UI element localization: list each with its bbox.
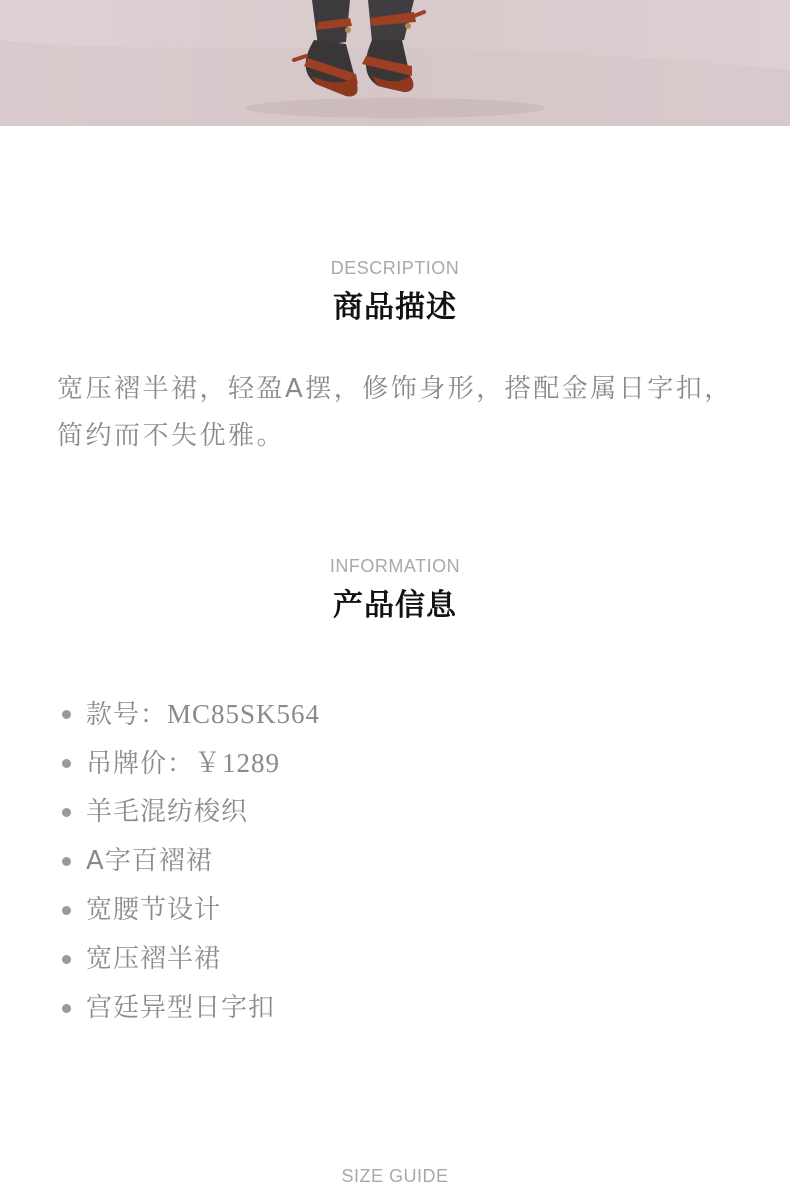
bullet-icon [62, 1004, 71, 1013]
info-item-label: 宫廷异型日字扣 [86, 993, 276, 1023]
info-item-fabric [60, 788, 320, 837]
info-item-buckle [60, 984, 320, 1033]
info-item-style-number [60, 690, 320, 739]
info-item-label: 宽腰节设计 [86, 895, 222, 925]
info-item-label: 宽压褶半裙 [86, 944, 222, 974]
bullet-icon [62, 710, 71, 719]
info-item-pleats [60, 935, 320, 984]
description-text: 宽压褶半裙，轻盈A摆，修饰身形，搭配金属日字扣，简约而不失优雅。 [57, 374, 733, 451]
shoes-illustration [0, 0, 790, 126]
bullet-icon [62, 857, 71, 866]
information-title: 产品信息 [333, 588, 457, 623]
bullet-icon [62, 759, 71, 768]
bullet-icon [62, 906, 71, 915]
bullet-icon [62, 955, 71, 964]
description-title-en: DESCRIPTION [330, 258, 460, 278]
information-list [60, 690, 320, 1033]
info-item-silhouette [60, 837, 320, 886]
hero-product-image [0, 0, 790, 126]
information-title-en: INFORMATION [329, 556, 461, 576]
info-item-value: MC85SK564 [167, 699, 321, 729]
info-item-label: 款号： [86, 700, 168, 730]
bullet-icon [62, 808, 71, 817]
info-item-label: 吊牌价： [86, 749, 195, 779]
info-item-waist [60, 886, 320, 935]
info-item-label: A字百褶裙 [86, 846, 213, 876]
description-title: 商品描述 [333, 290, 457, 325]
info-item-label: 羊毛混纺梭织 [86, 797, 249, 827]
info-item-value: ￥1289 [194, 748, 281, 778]
size-guide-title-en: SIZE GUIDE [341, 1166, 449, 1186]
info-item-tag-price [60, 739, 320, 788]
